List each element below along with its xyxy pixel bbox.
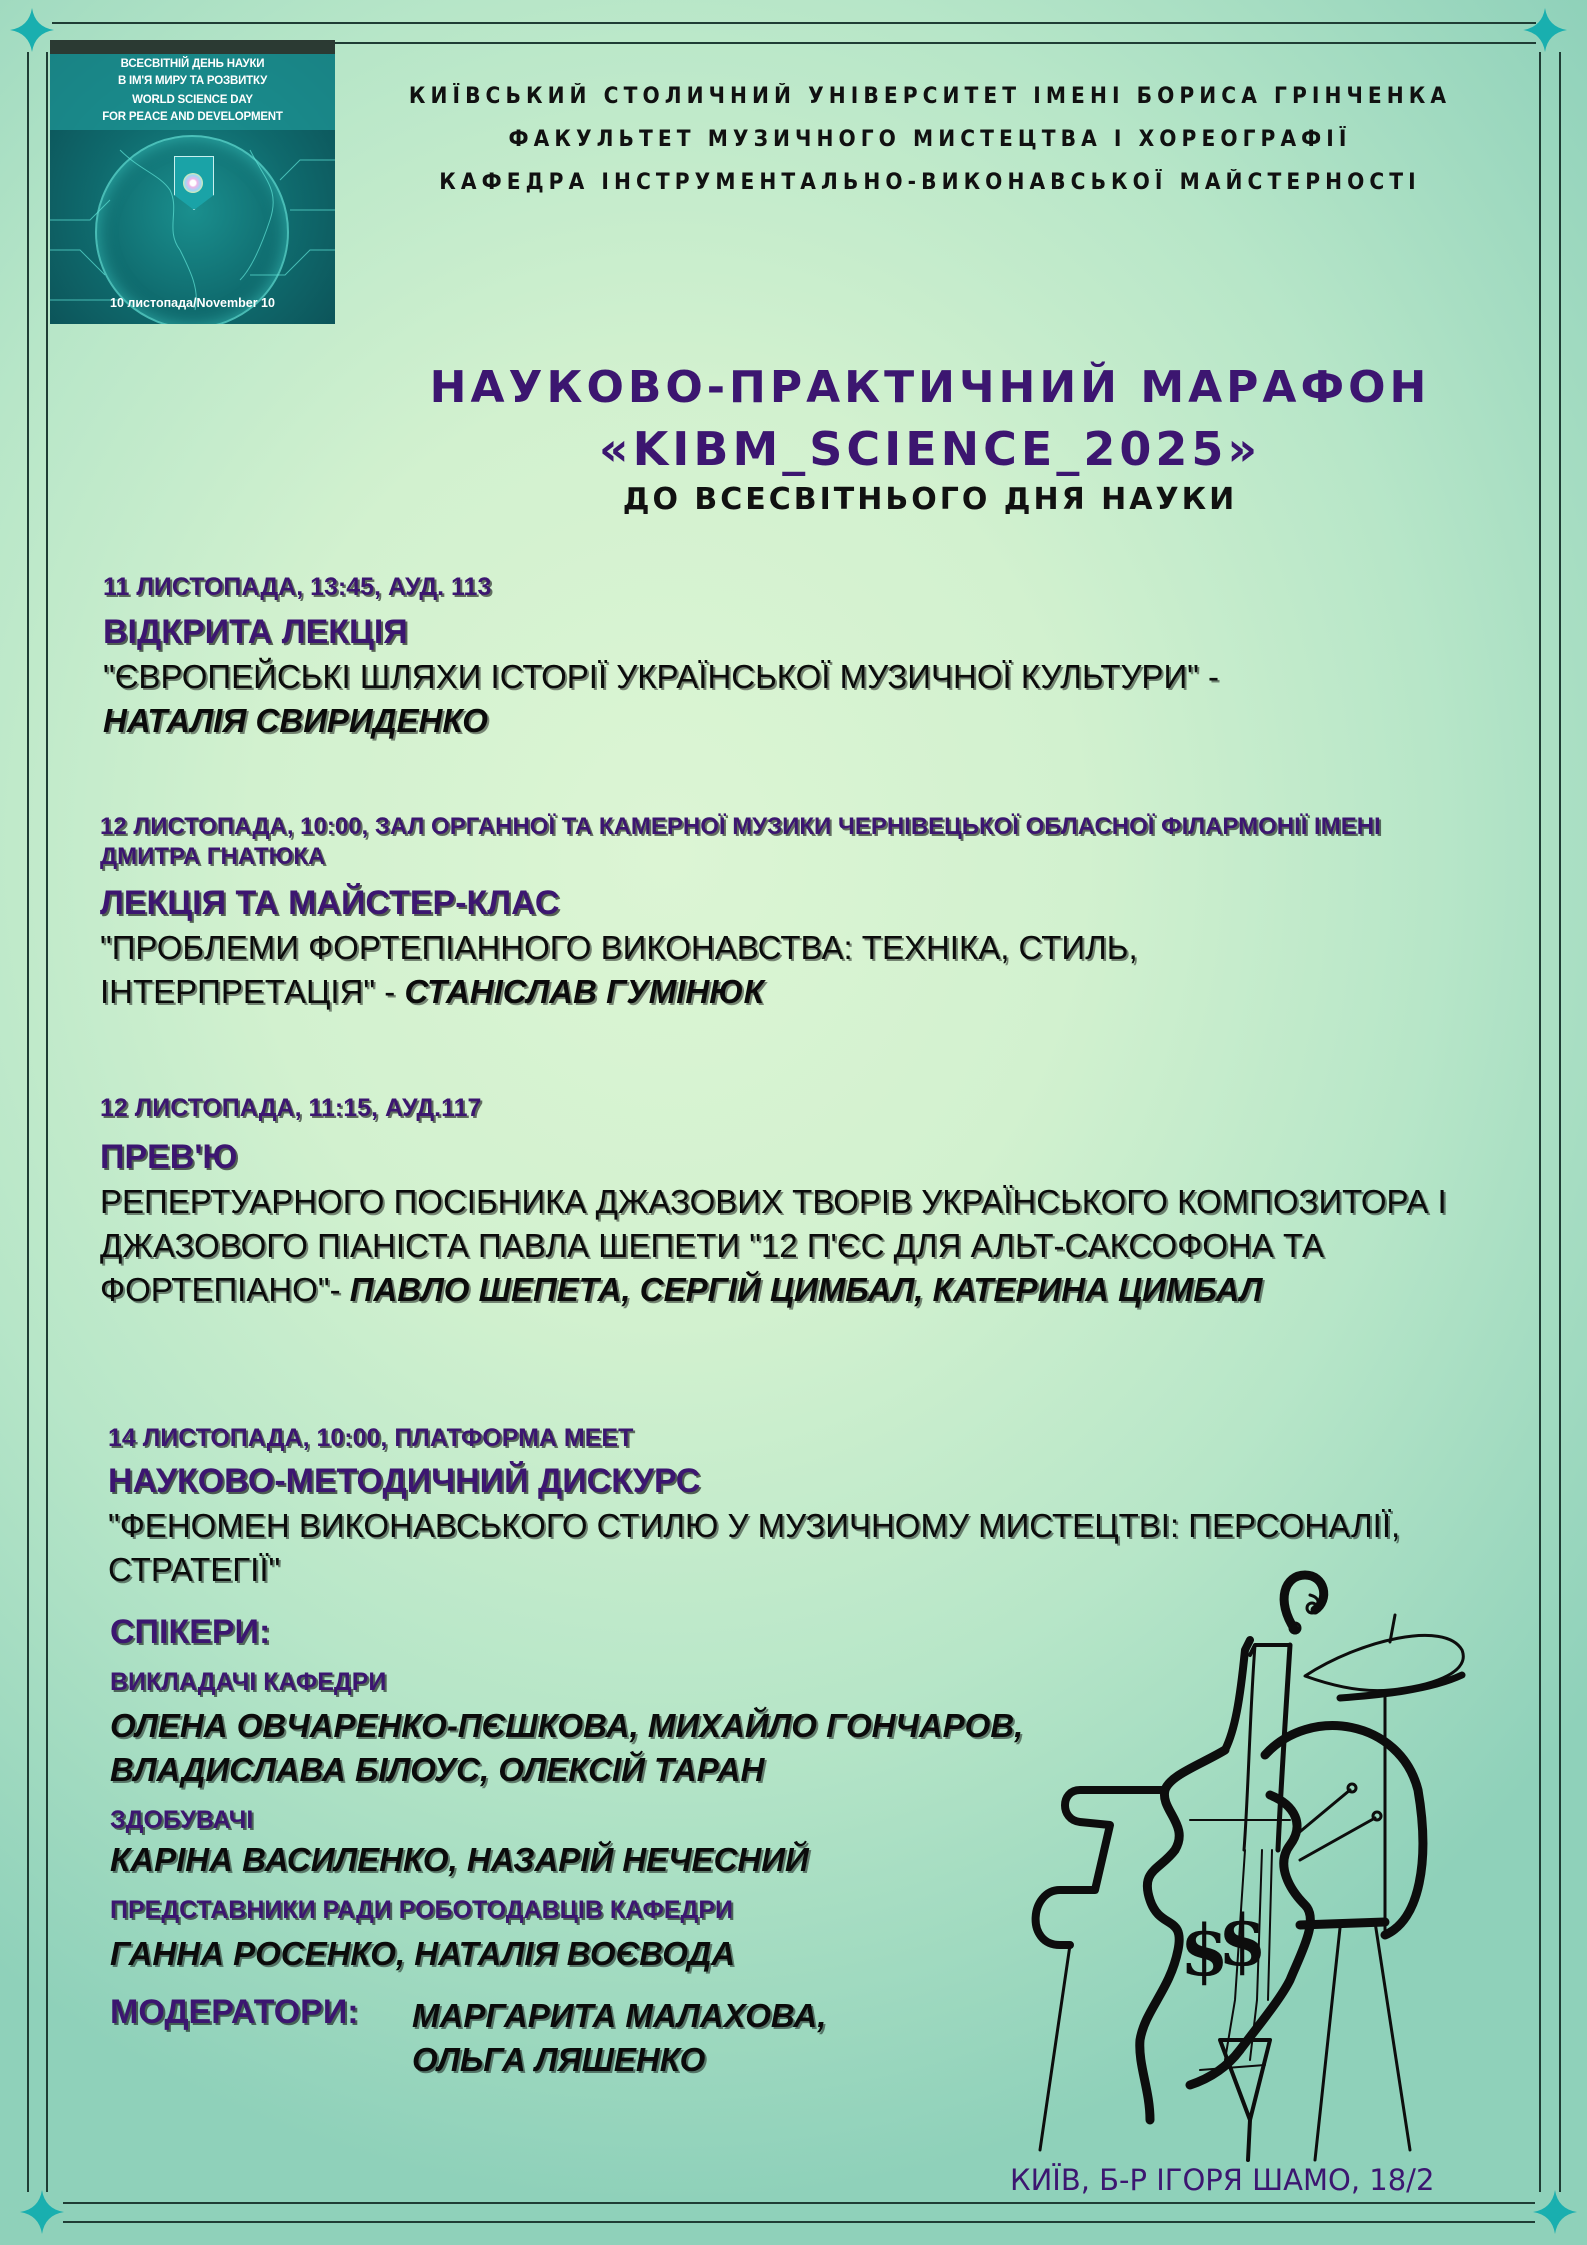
poster-date: 10 листопада/November 10 <box>110 296 275 310</box>
event-1-body <box>103 655 1483 743</box>
poster-line-2: В ІМ'Я МИРУ ТА РОЗВИТКУ <box>117 75 268 87</box>
moderators-label: МОДЕРАТОРИ: <box>110 1993 359 2031</box>
event-3 <box>100 1093 1520 1312</box>
event-3-speakers: ПАВЛО ШЕПЕТА, СЕРГІЙ ЦИМБАЛ, КАТЕРИНА ЦИМБАЛ <box>349 1271 1263 1308</box>
moderators-line-1: МАРГАРИТА МАЛАХОВА, <box>412 1997 827 2034</box>
frame-bottom-inner <box>63 2221 1535 2223</box>
speaker-group-names-employers: ГАННА РОСЕНКО, НАТАЛІЯ ВОЄВОДА <box>110 1935 736 1972</box>
page-subtitle: ДО ВСЕСВІТНЬОГО ДНЯ НАУКИ <box>622 482 1238 517</box>
teachers-names-line-1: ОЛЕНА ОВЧАРЕНКО-ПЄШКОВА, МИХАЙЛО ГОНЧАРОВ, <box>110 1707 1024 1744</box>
event-4-topic: "ФЕНОМЕН ВИКОНАВСЬКОГО СТИЛЮ У МУЗИЧНОМУ МИСТЕЦТВІ: ПЕРСОНАЛІЇ, СТРАТЕГІЇ" <box>108 1507 1401 1588</box>
speaker-group-names-teachers <box>110 1704 1023 1792</box>
event-2-type: ЛЕКЦІЯ ТА МАЙСТЕР-КЛАС <box>100 884 560 922</box>
event-1 <box>103 572 1523 743</box>
star-icon-bottom-left <box>20 2190 64 2234</box>
venue-address: КИЇВ, Б-Р ІГОРЯ ШАМО, 18/2 <box>1010 2163 1435 2197</box>
world-science-day-poster <box>50 40 335 324</box>
event-1-meta: 11 ЛИСТОПАДА, 13:45, АУД. 113 <box>103 573 492 601</box>
event-2-topic: "ПРОБЛЕМИ ФОРТЕПІАННОГО ВИКОНАВСТВА: ТЕХНІКА, СТИЛЬ, ІНТЕРПРЕТАЦІЯ" - <box>100 929 1138 1010</box>
speaker-group-label-students: ЗДОБУВАЧІ <box>110 1806 254 1834</box>
event-3-body <box>100 1180 1520 1312</box>
speaker-group-label-teachers: ВИКЛАДАЧІ КАФЕДРИ <box>110 1668 387 1696</box>
moderators-names <box>412 1994 826 2082</box>
event-3-type: ПРЕВ'Ю <box>100 1138 238 1176</box>
frame-top-outer <box>52 22 1536 24</box>
event-3-topic: РЕПЕРТУАРНОГО ПОСІБНИКА ДЖАЗОВИХ ТВОРІВ УКРАЇНСЬКОГО КОМПОЗИТОРА І ДЖАЗОВОГО ПІАНІСТА ПАВЛА ШЕПЕТИ "12 П'ЄС ДЛЯ АЛЬТ-САКСОФОНА ТА ФОРТЕПІАНО"- <box>100 1183 1447 1308</box>
poster-line-4: FOR PEACE AND DEVELOPMENT <box>102 111 283 123</box>
event-1-topic: "ЄВРОПЕЙСЬКІ ШЛЯХИ ІСТОРІЇ УКРАЇНСЬКОЇ МУЗИЧНОЇ КУЛЬТУРИ" - <box>103 658 1220 695</box>
event-3-meta: 12 ЛИСТОПАДА, 11:15, АУД.117 <box>100 1094 482 1122</box>
faculty-name: ФАКУЛЬТЕТ МУЗИЧНОГО МИСТЕЦТВА І ХОРЕОГРАФІЇ <box>508 127 1352 152</box>
department-name: КАФЕДРА ІНСТРУМЕНТАЛЬНО-ВИКОНАВСЬКОЇ МАЙСТЕРНОСТІ <box>439 170 1421 195</box>
event-code-title: «KIBM_SCIENCE_2025» <box>598 422 1262 476</box>
svg-text:$: $ <box>1180 1909 1229 1992</box>
event-2-body <box>100 926 1380 1014</box>
event-2 <box>100 812 1520 1014</box>
event-1-speakers: НАТАЛІЯ СВИРИДЕНКО <box>103 702 488 739</box>
speaker-group-names-students: КАРІНА ВАСИЛЕНКО, НАЗАРІЙ НЕЧЕСНИЙ <box>110 1841 809 1878</box>
event-4-meta: 14 ЛИСТОПАДА, 10:00, ПЛАТФОРМА MEET <box>108 1424 634 1452</box>
frame-left-inner <box>46 52 48 2192</box>
frame-left-outer <box>27 52 29 2192</box>
event-2-meta: 12 ЛИСТОПАДА, 10:00, ЗАЛ ОРГАННОЇ ТА КАМЕРНОЇ МУЗИКИ ЧЕРНІВЕЦЬКОЇ ОБЛАСНОЇ ФІЛАРМОНІЇ ІМЕНІ ДМИТРА ГНАТЮКА <box>100 813 1381 870</box>
svg-text:$: $ <box>1218 1899 1267 1982</box>
event-2-speakers: СТАНІСЛАВ ГУМІНЮК <box>404 973 764 1010</box>
poster-line-1: ВСЕСВІТНІЙ ДЕНЬ НАУКИ <box>120 58 265 70</box>
event-1-type: ВІДКРИТА ЛЕКЦІЯ <box>103 613 408 651</box>
teachers-names-line-2: ВЛАДИСЛАВА БІЛОУС, ОЛЕКСІЙ ТАРАН <box>110 1751 765 1788</box>
event-4-type: НАУКОВО-МЕТОДИЧНИЙ ДИСКУРС <box>108 1462 701 1500</box>
frame-bottom-outer <box>63 2202 1535 2204</box>
speaker-group-label-employers: ПРЕДСТАВНИКИ РАДИ РОБОТОДАВЦІВ КАФЕДРИ <box>110 1896 733 1924</box>
speakers-heading: СПІКЕРИ: <box>110 1613 271 1651</box>
star-icon-top-right <box>1523 8 1567 52</box>
double-bass-and-drum-icon <box>1000 1560 1587 2200</box>
poster-line-3: WORLD SCIENCE DAY <box>132 94 253 106</box>
university-emblem-icon <box>183 173 203 193</box>
moderators-line-2: ОЛЬГА ЛЯШЕНКО <box>412 2041 706 2078</box>
star-icon-top-left <box>10 8 54 52</box>
page-title: НАУКОВО-ПРАКТИЧНИЙ МАРАФОН <box>429 362 1431 413</box>
university-name: КИЇВСЬКИЙ СТОЛИЧНИЙ УНІВЕРСИТЕТ ІМЕНІ БОРИСА ГРІНЧЕНКА <box>408 84 1452 109</box>
